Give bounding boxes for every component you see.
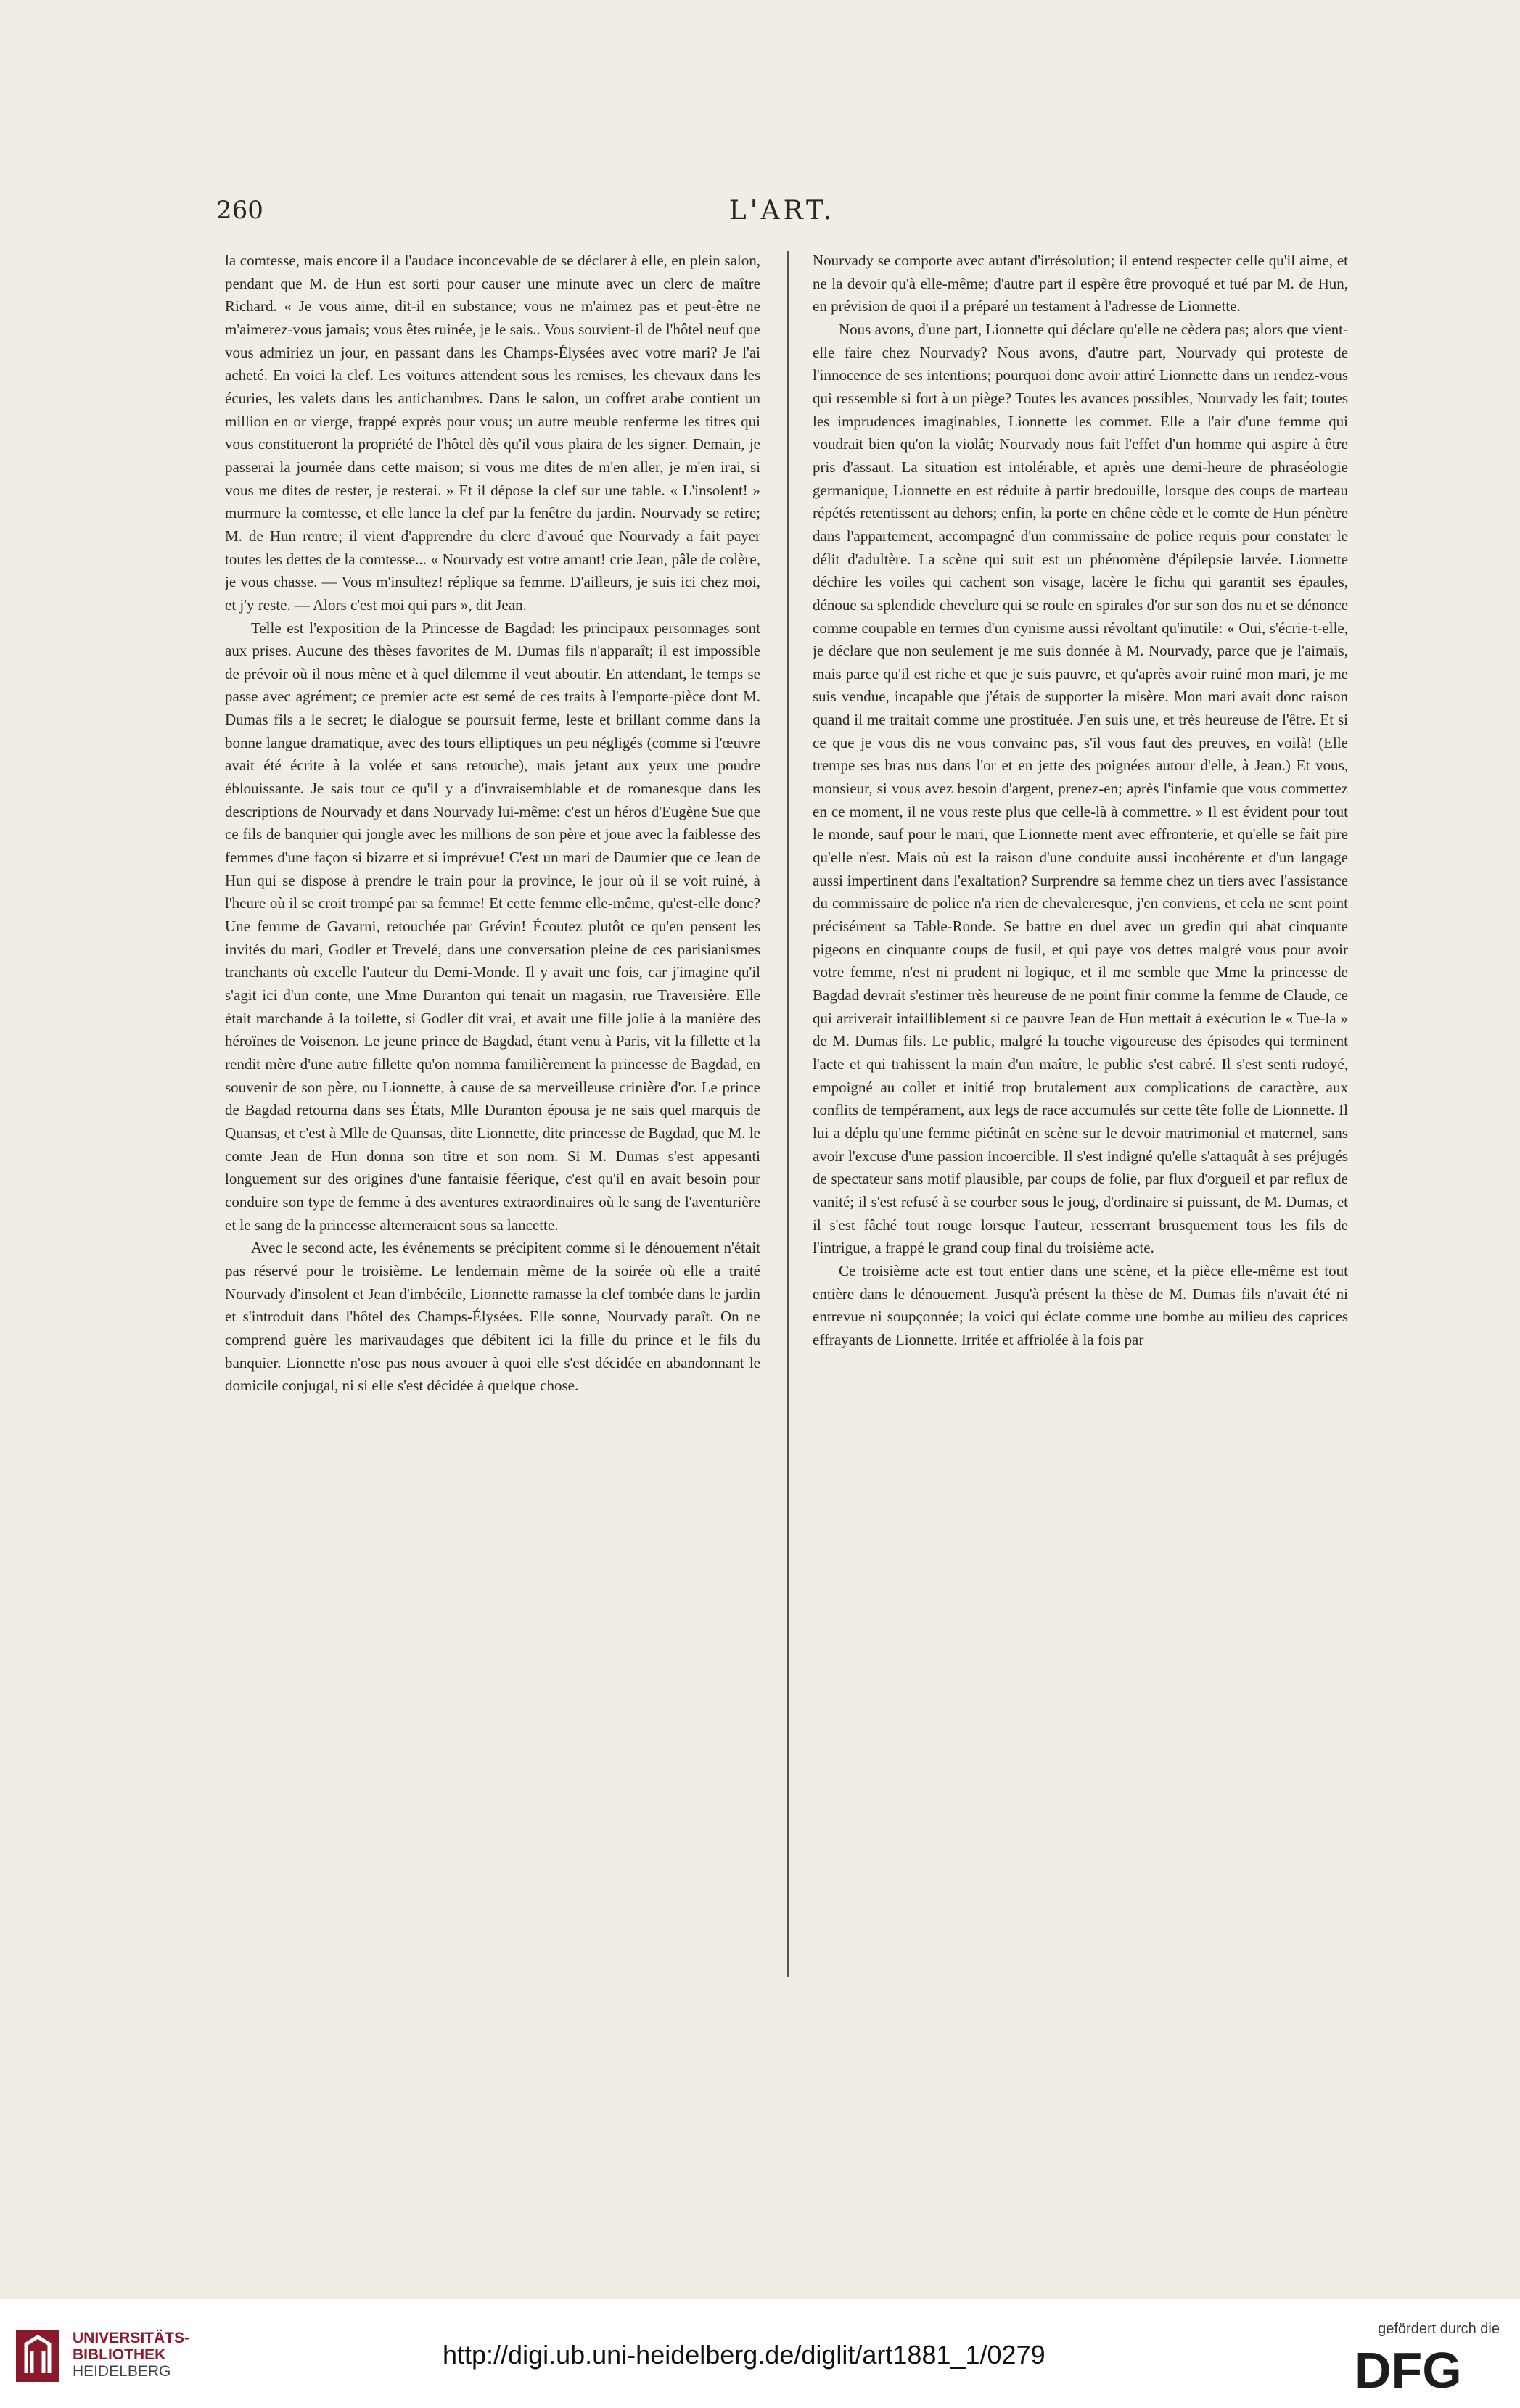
page-number: 260 bbox=[216, 196, 263, 225]
library-name-line-3: HEIDELBERG bbox=[73, 2363, 171, 2380]
digitization-footer bbox=[0, 2299, 1520, 2408]
page-header bbox=[216, 196, 1348, 232]
right-text-column bbox=[813, 250, 1348, 1990]
library-name bbox=[73, 2330, 189, 2380]
funder-label: gefördert durch die bbox=[1378, 2321, 1500, 2337]
running-title: L'ART. bbox=[728, 196, 836, 226]
right-paragraph-1: Nourvady se comporte avec autant d'irrésolution; il entend respecter celle qu'il aime, et ne la devoir qu'à elle-même; d'autre part il espère être provoqué et tué par M. de Hun, en prévision de quoi il a préparé un testament à l'adresse de Lionnette. bbox=[813, 252, 1348, 316]
dfg-logo-text: DFG bbox=[1355, 2344, 1462, 2395]
left-text-column bbox=[225, 250, 760, 1990]
column-divider bbox=[787, 251, 789, 1977]
dfg-logo-icon bbox=[1355, 2344, 1500, 2395]
left-paragraph-1: la comtesse, mais encore il a l'audace inconcevable de se déclarer à elle, en plein salon, pendant que M. de Hun est sorti pour causer une minute avec un clerc de maître Richard. « Je vous aime, dit-il en substance; vous ne m'aimez pas et peut-être ne m'aimerez-vous jamais; vous êtes ruinée, je le sais.. Vous souvient-il de l'hôtel neuf que vous admiriez un jour, en passant dans les Champs-Élysées avec votre mari? Je l'ai acheté. En voici la clef. Les voitures attendent sous les remises, les chevaux dans les écuries, les valets dans les antichambres. Dans le salon, un coffret arabe contient un million en or vierge, frappé exprès pour vous; un autre meuble renferme les titres qui vous constitueront la propriété de l'hôtel dès qu'il vous plaira de les signer. Demain, je passerai la journée dans cette maison; si vous me dites de m'en aller, je m'en irai, si vous me dites de rester, je resterai. » Et il dépose la clef sur une table. « L'insolent! » murmure la comtesse, et elle lance la clef par la fenêtre du jardin. Nourvady se retire; M. de Hun rentre; il vient d'apprendre du clerc d'avoué que Nourvady a fait payer toutes les dettes de la comtesse... « Nourvady est votre amant! crie Jean, pâle de colère, je vous chasse. — Vous m'insultez! réplique sa femme. D'ailleurs, je suis ici chez moi, et j'y reste. — Alors c'est moi qui pars », dit Jean. bbox=[225, 252, 760, 614]
library-name-line-2: BIBLIOTHEK bbox=[73, 2346, 166, 2363]
library-name-line-1: UNIVERSITÄTS- bbox=[73, 2330, 190, 2346]
left-paragraph-2: Telle est l'exposition de la Princesse de Bagdad: les principaux personnages sont aux prises. Aucune des thèses favorites de M. Dumas fils n'apparaît; il est impossible de prévoir où il nous mène et à quel dilemme il veut aboutir. En attendant, le temps se passe avec agrément; ce premier acte est semé de ces traits à l'emporte-pièce dont M. Dumas fils a le secret; le dialogue se poursuit ferme, leste et brillant comme dans la bonne langue dramatique, avec des tours elliptiques un peu négligés (comme si l'œuvre avait été écrite à la volée et sans retouche), mais jetant aux yeux une poudre éblouissante. Je sais tout ce qu'il y a d'invraisemblable et de romanesque dans les descriptions de Nourvady et dans Nourvady lui-même: c'est un héros d'Eugène Sue que ce fils de banquier qui jongle avec les millions de son père et joue avec la faiblesse des femmes d'une façon si bizarre et si imprévue! C'est un mari de Daumier que ce Jean de Hun qui se dispose à prendre le train pour la province, le jour où il se voit ruiné, à l'heure où il se croit trompé par sa femme! Et cette femme elle-même, qu'est-elle donc? Une femme de Gavarni, retouchée par Grévin! Écoutez plutôt ce qu'en pensent les invités du mari, Godler et Trevelé, dans une conversation pleine de ces parisianismes tranchants où excelle l'auteur du Demi-Monde. Il y avait une fois, car j'imagine qu'il s'agit ici d'un conte, une Mme Duranton qui tenait un magasin, rue Traversière. Elle était marchande à la toilette, si Godler dit vrai, et avait une fille jolie à la manière des héroïnes de Voisenon. Le jeune prince de Bagdad, étant venu à Paris, vit la fillette et la rendit mère d'une autre fillette qu'on nomma familièrement la princesse de Bagdad, en souvenir de son père, ou Lionnette, à cause de sa merveilleuse crinière d'or. Le prince de Bagdad retourna dans ses États, Mlle Duranton épousa je ne sais quel marquis de Quansas, et c'est à Mlle de Quansas, dite Lionnette, dite princesse de Bagdad, que M. le comte Jean de Hun donna son titre et son nom. Si M. Dumas s'est appesanti longuement sur des origines d'une fantaisie féerique, c'est qu'il en avait besoin pour conduire son type de femme à des aventures extraordinaires où le sang de l'aventurière et le sang de la princesse alterneraient sous sa lancette. bbox=[225, 619, 760, 1234]
right-paragraph-3: Ce troisième acte est tout entier dans une scène, et la pièce elle-même est tout entière dans le dénouement. Jusqu'à présent la thèse de M. Dumas fils n'avait été ni entrevue ni soupçonnée; la voici qui éclate comme une bombe au milieu des caprices effrayants de Lionnette. Irritée et affriolée à la fois par bbox=[813, 1261, 1348, 1348]
permalink[interactable]: http://digi.ub.uni-heidelberg.de/diglit/art1881_1/0279 bbox=[443, 2340, 1045, 2370]
left-paragraph-3: Avec le second acte, les événements se précipitent comme si le dénouement n'était pas réservé pour le troisième. Le lendemain même de la soirée où elle a traité Nourvady d'insolent et Jean d'imbécile, Lionnette ramasse la clef tombée dans le jardin et s'introduit dans l'hôtel des Champs-Élysées. Elle sonne, Nourvady paraît. On ne comprend guère les marivaudages que débitent ici la fille du prince et le fils du banquier. Lionnette n'ose pas nous avouer à quoi elle s'est décidée en abandonnant le domicile conjugal, ni si elle s'est décidée à quelque chose. bbox=[225, 1239, 760, 1395]
right-paragraph-2: Nous avons, d'une part, Lionnette qui déclare qu'elle ne cèdera pas; alors que vient-elle faire chez Nourvady? Nous avons, d'autre part, Nourvady qui proteste de l'innocence de ses intentions; pourquoi donc avoir attiré Lionnette dans un rendez-vous qui ressemble si fort à un piège? Toutes les avances possibles, Nourvady les fait; toutes les imprudences imaginables, Lionnette les commet. Elle a l'air d'une femme qui voudrait bien qu'on la violât; Nourvady nous fait l'effet d'un homme qui aspire à être pris d'assaut. La situation est intolérable, et après une demi-heure de phraséologie germanique, Lionnette en est réduite à partir bredouille, lorsque des coups de marteau répétés retentissent au dehors; enfin, la porte en chêne cède et le comte de Hun pénètre dans l'appartement, accompagné d'un commissaire de police requis pour constater le délit d'adultère. La scène qui suit est un phénomène d'épilepsie larvée. Lionnette déchire les voiles qui cachent son visage, lacère le fichu qui garantit ses épaules, dénoue sa splendide chevelure qui se roule en spirales d'or sur son dos nu et se dénonce comme coupable en termes d'un cynisme aussi révoltant qu'inutile: « Oui, s'écrie-t-elle, je déclare que non seulement je me suis donnée à M. Nourvady, parce que je l'aimais, mais parce qu'il est riche et que je suis pauvre, et qu'après avoir ruiné mon mari, je me suis vendue, incapable que j'étais de supporter la misère. Mon mari avait donc raison quand il me traitait comme une prostituée. J'en suis une, et très heureuse de l'être. Et si ce que je vous dis ne vous convainc pas, s'il vous faut des preuves, en voilà! (Elle trempe ses bras nus dans l'or et en jette des poignées autour d'elle, à Jean.) Et vous, monsieur, si vous avez besoin d'argent, prenez-en; après l'infamie que vous commettez en ce moment, il ne vous reste plus que celle-là à commettre. » Il est évident pour tout le monde, sauf pour le mari, que Lionnette ment avec effronterie, et qu'elle se fait pire qu'elle n'est. Mais où est la raison d'une conduite aussi incohérente et d'un langage aussi impertinent dans l'exaltation? Surprendre sa femme chez un tiers avec l'assistance du commissaire de police n'a rien de chevaleresque, j'en conviens, et cela ne sent point précisément sa Table-Ronde. Se battre en duel avec un gredin qui abat cinquante pigeons en cinquante coups de fusil, et qui paye vos dettes malgré vous pour avoir votre femme, n'est ni prudent ni logique, et il me semble que Mme la princesse de Bagdad devrait s'estimer très heureuse de ne point finir comme la femme de Claude, ce qui arriverait infailliblement si ce pauvre Jean de Hun mettait à exécution le « Tue-la » de M. Dumas fils. Le public, malgré la touche vigoureuse des épisodes qui terminent l'acte et qui trahissent la main d'un maître, le public s'est cabré. Il s'est senti rudoyé, empoigné au collet et initié trop brutalement aux complications de caractère, aux conflits de tempérament, aux legs de race accumulés sur cette tête folle de Lionnette. Il lui a déplu qu'une femme piétinât en scène sur le devoir matrimonial et maternel, sans avoir l'excuse d'une passion incoercible. Il s'est indigné qu'elle s'attaquât à ses préjugés de spectateur sans motif plausible, par coups de folie, par flux d'orgueil et par reflux de vanité; il s'est refusé à se courber sous le joug, d'ordinaire si puissant, de M. Dumas, et il s'est fâché tout rouge lorsque l'auteur, resserrant brusquement tous les fils de l'intrigue, a frappé le grand coup final du troisième acte. bbox=[813, 320, 1348, 1257]
university-library-logo-icon bbox=[16, 2330, 59, 2382]
